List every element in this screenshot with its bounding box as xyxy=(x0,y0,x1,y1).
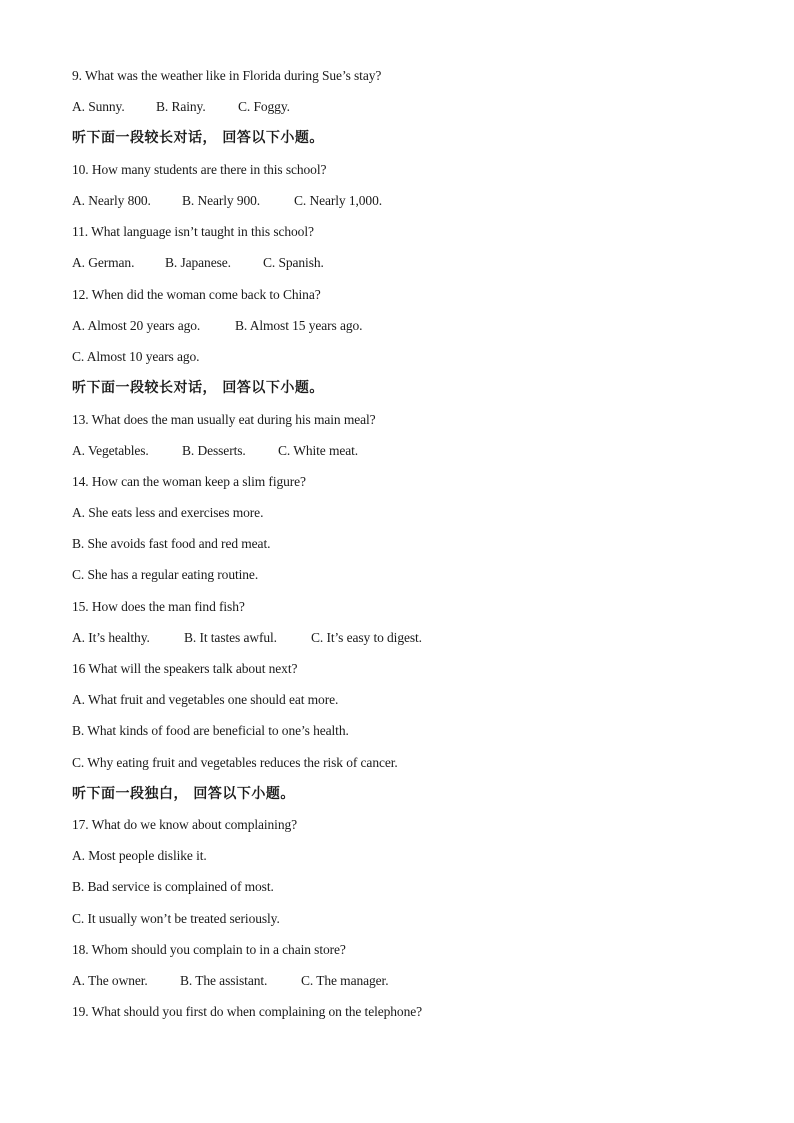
section-heading-dialogue-2: 听下面一段较长对话， 回答以下小题。 xyxy=(72,380,324,396)
options-9 xyxy=(72,98,290,116)
option-11b: B. Japanese. xyxy=(165,255,231,270)
question-14: 14. How can the woman keep a slim figure? xyxy=(72,474,306,489)
section-heading-dialogue-1: 听下面一段较长对话， 回答以下小题。 xyxy=(72,130,324,146)
option-15b: B. It tastes awful. xyxy=(184,630,277,645)
option-10a: A. Nearly 800. xyxy=(72,193,151,208)
option-17b: B. Bad service is complained of most. xyxy=(72,879,274,894)
question-9: 9. What was the weather like in Florida during Sue’s stay? xyxy=(72,68,382,83)
options-18 xyxy=(72,972,388,990)
section-heading-monologue: 听下面一段独白， 回答以下小题。 xyxy=(72,786,295,802)
question-15: 15. How does the man find fish? xyxy=(72,599,245,614)
option-12a: A. Almost 20 years ago. xyxy=(72,318,201,333)
option-17c: C. It usually won’t be treated seriously. xyxy=(72,911,280,926)
option-9c: C. Foggy. xyxy=(238,99,290,114)
option-18a: A. The owner. xyxy=(72,973,148,988)
option-14a: A. She eats less and exercises more. xyxy=(72,505,264,520)
option-9a: A. Sunny. xyxy=(72,99,125,114)
option-14c: C. She has a regular eating routine. xyxy=(72,567,259,582)
options-13 xyxy=(72,442,358,460)
question-10: 10. How many students are there in this school? xyxy=(72,162,327,177)
question-18: 18. Whom should you complain to in a chain store? xyxy=(72,942,346,957)
option-13a: A. Vegetables. xyxy=(72,443,149,458)
option-13c: C. White meat. xyxy=(278,443,359,458)
option-17a: A. Most people dislike it. xyxy=(72,848,207,863)
option-18b: B. The assistant. xyxy=(180,973,268,988)
question-13: 13. What does the man usually eat during his main meal? xyxy=(72,412,376,427)
option-11c: C. Spanish. xyxy=(263,255,324,270)
option-12c: C. Almost 10 years ago. xyxy=(72,349,200,364)
option-12b: B. Almost 15 years ago. xyxy=(235,318,363,333)
option-15c: C. It’s easy to digest. xyxy=(311,630,422,645)
question-19: 19. What should you first do when complaining on the telephone? xyxy=(72,1004,423,1019)
option-11a: A. German. xyxy=(72,255,135,270)
option-16b: B. What kinds of food are beneficial to one’s health. xyxy=(72,723,349,738)
options-15 xyxy=(72,629,422,647)
option-9b: B. Rainy. xyxy=(156,99,206,114)
option-15a: A. It’s healthy. xyxy=(72,630,150,645)
question-11: 11. What language isn’t taught in this school? xyxy=(72,224,314,239)
option-10c: C. Nearly 1,000. xyxy=(294,193,383,208)
option-13b: B. Desserts. xyxy=(182,443,246,458)
option-16a: A. What fruit and vegetables one should eat more. xyxy=(72,692,339,707)
option-16c: C. Why eating fruit and vegetables reduces the risk of cancer. xyxy=(72,755,398,770)
option-14b: B. She avoids fast food and red meat. xyxy=(72,536,271,551)
question-16: 16 What will the speakers talk about next? xyxy=(72,661,298,676)
options-11 xyxy=(72,254,324,272)
options-12 xyxy=(72,317,362,335)
option-10b: B. Nearly 900. xyxy=(182,193,261,208)
question-12: 12. When did the woman come back to China? xyxy=(72,287,321,302)
option-18c: C. The manager. xyxy=(301,973,389,988)
question-17: 17. What do we know about complaining? xyxy=(72,817,298,832)
options-10 xyxy=(72,192,382,210)
